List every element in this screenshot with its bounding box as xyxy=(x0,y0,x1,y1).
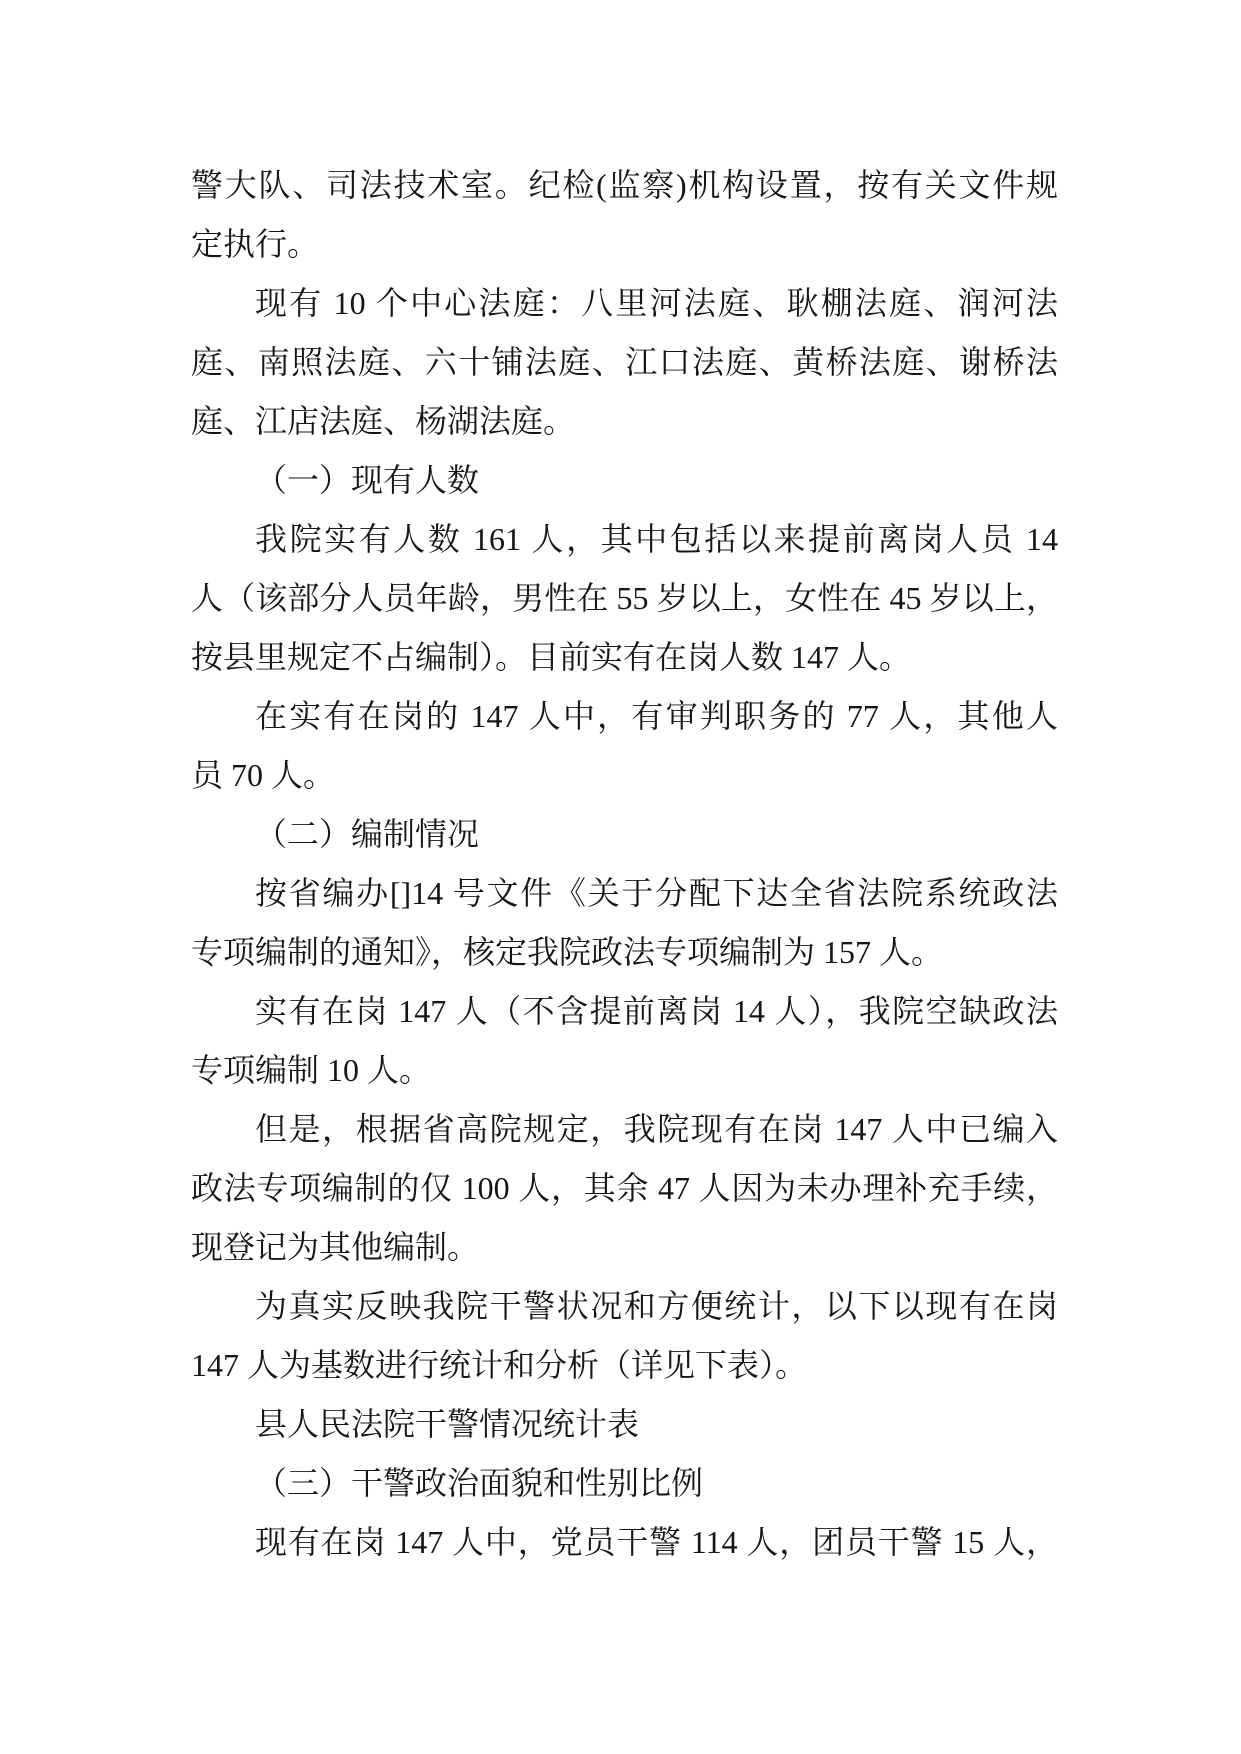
paragraph-line: 定执行。 xyxy=(191,226,320,262)
table-caption xyxy=(191,1395,1058,1454)
paragraph-line: 为真实反映我院干警状况和方便统计，以下以现有在岗 xyxy=(255,1288,1058,1324)
paragraph-line: 我院实有人数 161 人，其中包括以来提前离岗人员 14 xyxy=(255,521,1058,557)
paragraph-line: 147 人为基数进行统计和分析（详见下表）。 xyxy=(191,1347,808,1383)
paragraph xyxy=(191,274,1058,451)
paragraph-line: 按省编办[]14 号文件《关于分配下达全省法院系统政法 xyxy=(255,875,1058,911)
paragraph xyxy=(191,864,1058,982)
paragraph-line: 人（该部分人员年龄，男性在 55 岁以上，女性在 45 岁以上， xyxy=(191,580,1058,616)
paragraph xyxy=(191,1513,1058,1572)
paragraph-line: 现登记为其他编制。 xyxy=(191,1229,480,1265)
section-heading xyxy=(191,451,1058,510)
paragraph-line: 警大队、司法技术室。纪检(监察)机构设置，按有关文件规 xyxy=(191,167,1058,203)
section-heading-text: （三）干警政治面貌和性别比例 xyxy=(255,1465,704,1501)
section-heading-text: （二）编制情况 xyxy=(255,816,480,852)
paragraph xyxy=(191,156,1058,274)
paragraph-line: 按县里规定不占编制）。目前实有在岗人数 147 人。 xyxy=(191,639,912,675)
paragraph-line: 现有 10 个中心法庭：八里河法庭、耿棚法庭、润河法 xyxy=(255,285,1058,321)
section-heading xyxy=(191,1454,1058,1513)
table-caption-text: 县人民法院干警情况统计表 xyxy=(255,1406,640,1442)
document-body xyxy=(191,156,1058,1572)
section-heading xyxy=(191,805,1058,864)
paragraph xyxy=(191,687,1058,805)
paragraph-line: 在实有在岗的 147 人中，有审判职务的 77 人，其他人 xyxy=(255,698,1058,734)
paragraph xyxy=(191,982,1058,1100)
paragraph-line: 现有在岗 147 人中，党员干警 114 人，团员干警 15 人， xyxy=(255,1524,1058,1560)
paragraph-line: 员 70 人。 xyxy=(191,757,336,793)
paragraph-line: 专项编制的通知》，核定我院政法专项编制为 157 人。 xyxy=(191,934,944,970)
paragraph-line: 实有在岗 147 人（不含提前离岗 14 人），我院空缺政法 xyxy=(255,993,1058,1029)
section-heading-text: （一）现有人数 xyxy=(255,462,480,498)
paragraph xyxy=(191,1100,1058,1277)
paragraph-line: 政法专项编制的仅 100 人，其余 47 人因为未办理补充手续， xyxy=(191,1170,1058,1206)
paragraph-line: 但是，根据省高院规定，我院现有在岗 147 人中已编入 xyxy=(255,1111,1058,1147)
paragraph-line: 庭、南照法庭、六十铺法庭、江口法庭、黄桥法庭、谢桥法 xyxy=(191,344,1058,380)
paragraph-line: 专项编制 10 人。 xyxy=(191,1052,432,1088)
paragraph xyxy=(191,510,1058,687)
paragraph xyxy=(191,1277,1058,1395)
paragraph-line: 庭、江店法庭、杨湖法庭。 xyxy=(191,403,576,439)
